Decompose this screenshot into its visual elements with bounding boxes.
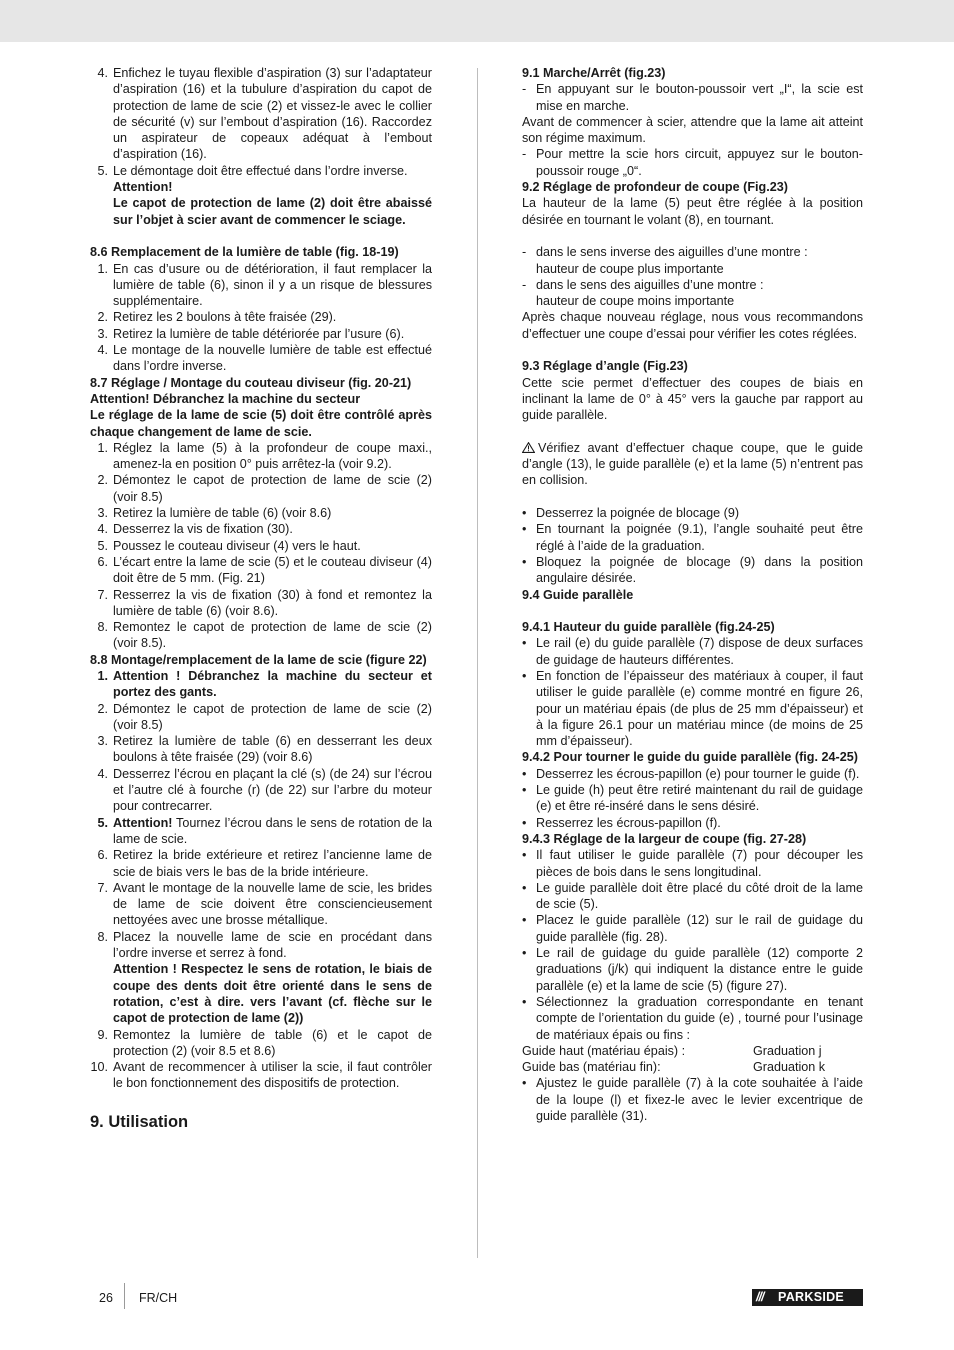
list-item: 2. Retirez les 2 boulons à tête fraisée (29). bbox=[97, 310, 337, 325]
subsection-title: 9.4.2 Pour tourner le guide du guide parallèle (fig. 24-25) bbox=[522, 750, 858, 765]
bullet-list bbox=[522, 1075, 863, 1124]
list-item: 3. Retirez la lumière de table (6) en desserrant les deux boulons à tête fraisée (29) (voir 8.6) bbox=[97, 734, 432, 765]
list-item: - dans le sens des aiguilles d’une montre : hauteur de coupe moins importante bbox=[522, 277, 764, 309]
warning-triangle-icon bbox=[522, 442, 535, 453]
list-item: 6. L’écart entre la lame de scie (5) et le couteau diviseur (4) doit être de 5 mm. (Fig. 21) bbox=[97, 554, 432, 586]
list-item: - Pour mettre la scie hors circuit, appuyez sur le bouton-poussoir rouge „0“. bbox=[522, 147, 863, 178]
list-item: 1. Réglez la lame (5) à la profondeur de coupe maxi., amenez-la en position 0° puis arrêtez-la (voir 9.2). bbox=[97, 440, 432, 472]
list-item: - En appuyant sur le bouton-poussoir vert „I“, la scie est mise en marche. bbox=[522, 82, 863, 113]
list-item: 6. Retirez la bride extérieure et retirez l’ancienne lame de scie de biais vers le bas de la bride intérieure. bbox=[97, 848, 432, 879]
paragraph: Cette scie permet d’effectuer des coupes de biais en inclinant la lame de 0° à 45° vers la gauche par rapport au guide parallèle. bbox=[522, 375, 863, 423]
section-8-8-list bbox=[90, 668, 432, 1092]
list-item: • Le rail de guidage du guide parallèle (12) comporte 2 graduations (j/k) qui indiquent la distance entre le guide parallèle (e) et la lame de scie (5) (figure 27). bbox=[522, 946, 863, 993]
paragraph: Avant de commencer à scier, attendre que la lame ait atteint son régime maximum. bbox=[522, 114, 863, 146]
list-item: 10. Avant de recommencer à utiliser la scie, il faut contrôler le bon fonctionnement des dispositifs de protection. bbox=[90, 1060, 432, 1091]
list-item: 5. Le démontage doit être effectué dans l’ordre inverse. Attention! Le capot de protection de lame (2) doit être abaissé sur l’objet à scier avant de commencer le sciage. bbox=[97, 163, 432, 227]
subsection-title: 9.4.3 Réglage de la largeur de coupe (fig. 27-28) bbox=[522, 831, 807, 846]
list-item: • Le rail (e) du guide parallèle (7) dispose de deux surfaces de guidage de hauteurs différentes. bbox=[522, 636, 863, 667]
list-item: 3. Retirez la lumière de table détériorée par l’usure (6). bbox=[97, 326, 405, 341]
list-item: • Desserrez les écrous-papillon (e) pour tourner le guide (f). bbox=[522, 766, 860, 781]
list-item: 4. Enfichez le tuyau flexible d’aspiration (3) sur l’adaptateur d’aspiration (16) et la tubulure d’aspiration du capot de protection de lame de scie (2) et vissez-le avec le collier de sécurité (v) sur l’embout d’aspiration (16). Raccordez un aspirateur de copeaux adéquat à l’embout d’aspiration (16). bbox=[97, 66, 432, 162]
section-title: 8.6 Remplacement de la lumière de table (fig. 18-19) bbox=[90, 245, 399, 260]
list-item: • Desserrez la poignée de blocage (9) bbox=[522, 506, 740, 521]
subsection-title: 9.4.1 Hauteur du guide parallèle (fig.24-25) bbox=[522, 620, 775, 635]
right-column bbox=[522, 65, 863, 1124]
graduation-row: Guide haut (matériau épais) : Graduation j bbox=[522, 1043, 822, 1058]
list-item: • Le guide (h) peut être retiré maintenant du rail de guidage (e) et être ré-inséré dans le sens désiré. bbox=[522, 783, 863, 814]
dash-list bbox=[522, 81, 863, 114]
paragraph: Après chaque nouveau réglage, nous vous recommandons d’effectuer une coupe d’essai pour vérifier les cotes réglées. bbox=[522, 310, 863, 341]
parkside-logo: /// PARKSIDE bbox=[752, 1289, 863, 1306]
list-item: • En fonction de l’épaisseur des matériaux à couper, il faut utiliser le guide parallèle (e) comme montré en figure 26, pour un matériau épais (de plus de 25 mm d’épaisseur) et à la figure 26.1 pour un matériau mince (de moins de 25 mm d’épaisseur). bbox=[522, 668, 863, 749]
list-item: 7. Avant le montage de la nouvelle lame de scie, les brides de lame de scie doivent être consciencieusement nettoyées avec une brosse métallique. bbox=[97, 880, 432, 928]
list-item: 4. Desserrez la vis de fixation (30). bbox=[97, 522, 293, 537]
section-title: 8.7 Réglage / Montage du couteau diviseur (fig. 20-21) bbox=[90, 375, 412, 390]
page-footer bbox=[0, 1283, 954, 1313]
list-item: 7. Resserrez la vis de fixation (30) à fond et remontez la lumière de table (6) (voir 8.6). bbox=[97, 587, 432, 618]
chapter-title: 9. Utilisation bbox=[90, 1112, 189, 1131]
bullet-list bbox=[522, 847, 863, 1043]
page-number: 26 bbox=[99, 1291, 113, 1305]
steps-continued bbox=[90, 65, 432, 228]
top-gray-band bbox=[0, 0, 954, 42]
column-divider bbox=[477, 68, 478, 1258]
list-item: • Le guide parallèle doit être placé du côté droit de la lame de scie (5). bbox=[522, 880, 863, 912]
language-code: FR/CH bbox=[139, 1291, 178, 1305]
list-item: • Ajustez le guide parallèle (7) à la cote souhaitée à l’aide de la loupe (l) et fixez-le avec le levier excentrique de guide parallèle (31). bbox=[522, 1076, 863, 1123]
warning-paragraph: Vérifiez avant d’effectuer chaque coupe, que le guide d’angle (13), le guide parallèle (e) et la lame (5) n’entrent pas en collision. bbox=[522, 440, 863, 488]
list-item: 2. Démontez le capot de protection de lame de scie (2) (voir 8.5) bbox=[97, 473, 432, 504]
bullet-list bbox=[522, 766, 863, 831]
section-title: 9.4 Guide parallèle bbox=[522, 587, 634, 602]
list-item: • Resserrez les écrous-papillon (f). bbox=[522, 815, 721, 830]
list-item: 3. Retirez la lumière de table (6) (voir 8.6) bbox=[97, 506, 332, 521]
list-item: • En tournant la poignée (9.1), l’angle souhaité peut être réglé à l’aide de la graduation. bbox=[522, 522, 863, 553]
dash-list bbox=[522, 146, 863, 179]
paragraph: La hauteur de la lame (5) peut être réglée à la position désirée en tournant le volant (8), en tournant. bbox=[522, 196, 863, 227]
list-item: 4. Le montage de la nouvelle lumière de table est effectué dans l’ordre inverse. bbox=[97, 343, 432, 374]
section-title: 9.2 Réglage de profondeur de coupe (Fig.23) bbox=[522, 180, 788, 195]
section-title: 9.3 Réglage d’angle (Fig.23) bbox=[522, 359, 688, 374]
section-title: 8.8 Montage/remplacement de la lame de scie (figure 22) bbox=[90, 652, 427, 667]
bullet-list bbox=[522, 635, 863, 749]
list-item: 5. Poussez le couteau diviseur (4) vers le haut. bbox=[97, 538, 361, 553]
list-item: 9. Remontez la lumière de table (6) et le capot de protection (2) (voir 8.5 et 8.6) bbox=[97, 1027, 432, 1058]
list-item: 8. Remontez le capot de protection de lame de scie (2) (voir 8.5). bbox=[97, 620, 432, 651]
warning-text: Le réglage de la lame de scie (5) doit être contrôlé après chaque changement de lame de scie. bbox=[90, 408, 432, 439]
section-title: 9.1 Marche/Arrêt (fig.23) bbox=[522, 66, 666, 80]
list-item: • Il faut utiliser le guide parallèle (7) pour découper les pièces de bois dans le sens longitudinal. bbox=[522, 848, 863, 879]
dash-list bbox=[522, 244, 863, 309]
section-8-6-list bbox=[90, 261, 432, 375]
bullet-list bbox=[522, 505, 863, 586]
list-item: 1. En cas d’usure ou de détérioration, il faut remplacer la lumière de table (6), sinon il y a un risque de blessures supplémentaire. bbox=[97, 261, 432, 309]
warning-text: Attention! Débranchez la machine du secteur bbox=[90, 391, 361, 406]
list-item: • Placez le guide parallèle (12) sur le rail de guidage du guide parallèle (fig. 28). bbox=[522, 913, 863, 944]
list-item: 1. Attention ! Débranchez la machine du secteur et portez des gants. bbox=[97, 668, 432, 700]
list-item: 8. Placez la nouvelle lame de scie en procédant dans l’ordre inverse et serrez à fond. Attention ! Respectez le sens de rotation, le biais de coupe des dents doit être orienté dans le sens de rotation, c’est à dire. vers l’avant (cf. flèche sur le capot de protection de lame (2)) bbox=[97, 929, 432, 1026]
list-item: 4. Desserrez l’écrou en plaçant la clé (s) (de 24) sur l’écrou et l’autre clé à fourche (r) (de 22) sur l’arbre du moteur pour contrecarrer. bbox=[97, 766, 432, 814]
left-column bbox=[90, 65, 432, 1132]
section-8-7-list bbox=[90, 440, 432, 652]
list-item: • Sélectionnez la graduation correspondante en tenant compte de l’orientation du guide (e) , tourné pour l’usinage de matériaux épais ou fins : bbox=[522, 994, 863, 1042]
footer-separator bbox=[124, 1283, 125, 1309]
list-item: - dans le sens inverse des aiguilles d’une montre : hauteur de coupe plus importante bbox=[522, 245, 808, 276]
graduation-row: Guide bas (matériau fin): Graduation k bbox=[522, 1060, 826, 1075]
list-item: 5. Attention! Tournez l’écrou dans le sens de rotation de la lame de scie. bbox=[97, 815, 432, 846]
list-item: • Bloquez la poignée de blocage (9) dans la position angulaire désirée. bbox=[522, 554, 863, 586]
list-item: 2. Démontez le capot de protection de lame de scie (2) (voir 8.5) bbox=[97, 701, 432, 732]
